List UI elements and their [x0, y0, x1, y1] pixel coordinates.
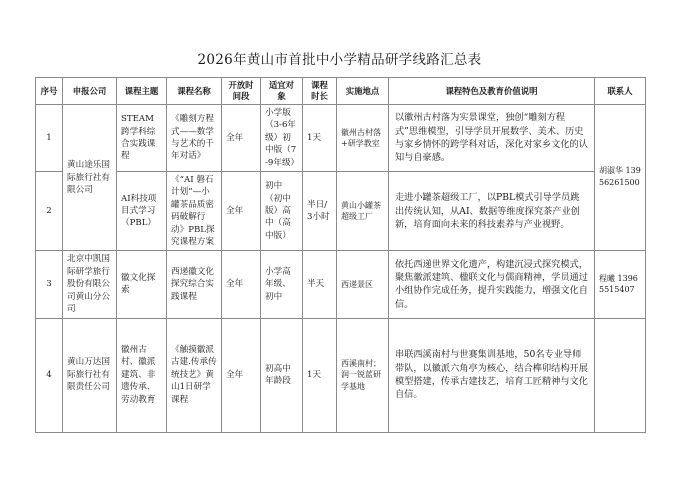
cell-description: 依托西递世界文化遗产，构建沉浸式探究模式，聚焦徽派建筑、楹联文化与儒商精神，学员通过小组协作完成任务，提升实践能力，增强文化自信。 [389, 251, 595, 318]
cell-company: 黄山途乐国际旅行社有限公司 [63, 105, 117, 251]
cell-duration: 半天 [303, 251, 337, 318]
header-name: 课程名称 [167, 78, 222, 105]
cell-audience: 初中（初中版）高中（高中版） [261, 172, 303, 251]
cell-description: 走进小罐茶超级工厂，以PBL模式引导学员跳出传统认知，从AI、数据等维度探究茶产业创新，培育面向未来的科技素养与产业视野。 [389, 172, 595, 251]
header-period: 开放时间段 [222, 78, 261, 105]
header-company: 申报公司 [63, 78, 117, 105]
cell-audience: 小学版（3-6年级）初中版（7-9年级） [261, 105, 303, 172]
cell-duration: 1天 [303, 318, 337, 432]
cell-theme: AI科技项目式学习（PBL） [117, 172, 167, 251]
cell-name: 《雕刻方程式——数学与艺术的千年对话》 [167, 105, 222, 172]
header-duration: 课程时长 [303, 78, 337, 105]
table-row [36, 105, 646, 172]
table-row [36, 318, 646, 432]
header-description: 课程特色及教育价值说明 [389, 78, 595, 105]
research-routes-table [35, 77, 646, 433]
cell-period: 全年 [222, 105, 261, 172]
cell-name: 《“AI 磐石计划”—小罐茶品质密码破解行动》PBL探究课程方案 [167, 172, 222, 251]
cell-company: 黄山万达国际旅行社有限责任公司 [63, 318, 117, 432]
header-contact: 联系人 [595, 78, 646, 105]
cell-audience: 小学高年级、初中 [261, 251, 303, 318]
cell-contact: 胡淑华 13956261500 [595, 105, 646, 251]
header-theme: 课程主题 [117, 78, 167, 105]
cell-seq: 1 [36, 105, 63, 172]
cell-location: 西溪南村；润一锐蓝研学基地 [337, 318, 389, 432]
cell-seq: 4 [36, 318, 63, 432]
cell-contact: 程曦 13965515407 [595, 251, 646, 318]
cell-seq: 3 [36, 251, 63, 318]
cell-contact [595, 318, 646, 432]
cell-description: 串联西溪南村与世赛集训基地，50名专业导师带队，以徽派六角亭为核心，结合榫卯结构开展模型搭建，传承古建技艺，培育工匠精神与文化自信。 [389, 318, 595, 432]
cell-duration: 1天 [303, 105, 337, 172]
cell-seq: 2 [36, 172, 63, 251]
cell-name: 西递徽文化探究综合实践课程 [167, 251, 222, 318]
cell-theme: 徽文化探索 [117, 251, 167, 318]
cell-location: 西递景区 [337, 251, 389, 318]
cell-description: 以徽州古村落为实景课堂，独创“雕刻方程式”思维模型，引导学员开展数学、美术、历史与家乡情怀的跨学科对话，深化对家乡文化的认知与自豪感。 [389, 105, 595, 172]
cell-location: 徽州古村落+研学教室 [337, 105, 389, 172]
header-location: 实施地点 [337, 78, 389, 105]
cell-audience: 初高中年龄段 [261, 318, 303, 432]
cell-duration: 半日/3小时 [303, 172, 337, 251]
header-seq: 序号 [36, 78, 63, 105]
header-audience: 适宜对象 [261, 78, 303, 105]
cell-location: 黄山小罐茶超级工厂 [337, 172, 389, 251]
table-header-row [36, 78, 646, 105]
cell-theme: 徽州古村、徽派建筑、非遗传承、劳动教育 [117, 318, 167, 432]
document-title: 2026年黄山市首批中小学精品研学线路汇总表 [197, 52, 482, 68]
table-row [36, 251, 646, 318]
cell-company: 北京中凯国际研学旅行股份有限公司黄山分公司 [63, 251, 117, 318]
cell-period: 全年 [222, 172, 261, 251]
cell-theme: STEAM跨学科综合实践课程 [117, 105, 167, 172]
cell-period: 全年 [222, 251, 261, 318]
table-row [36, 172, 646, 251]
cell-name: 《触摸徽派古建.传承传统技艺》黄山1日研学课程 [167, 318, 222, 432]
cell-period: 全年 [222, 318, 261, 432]
